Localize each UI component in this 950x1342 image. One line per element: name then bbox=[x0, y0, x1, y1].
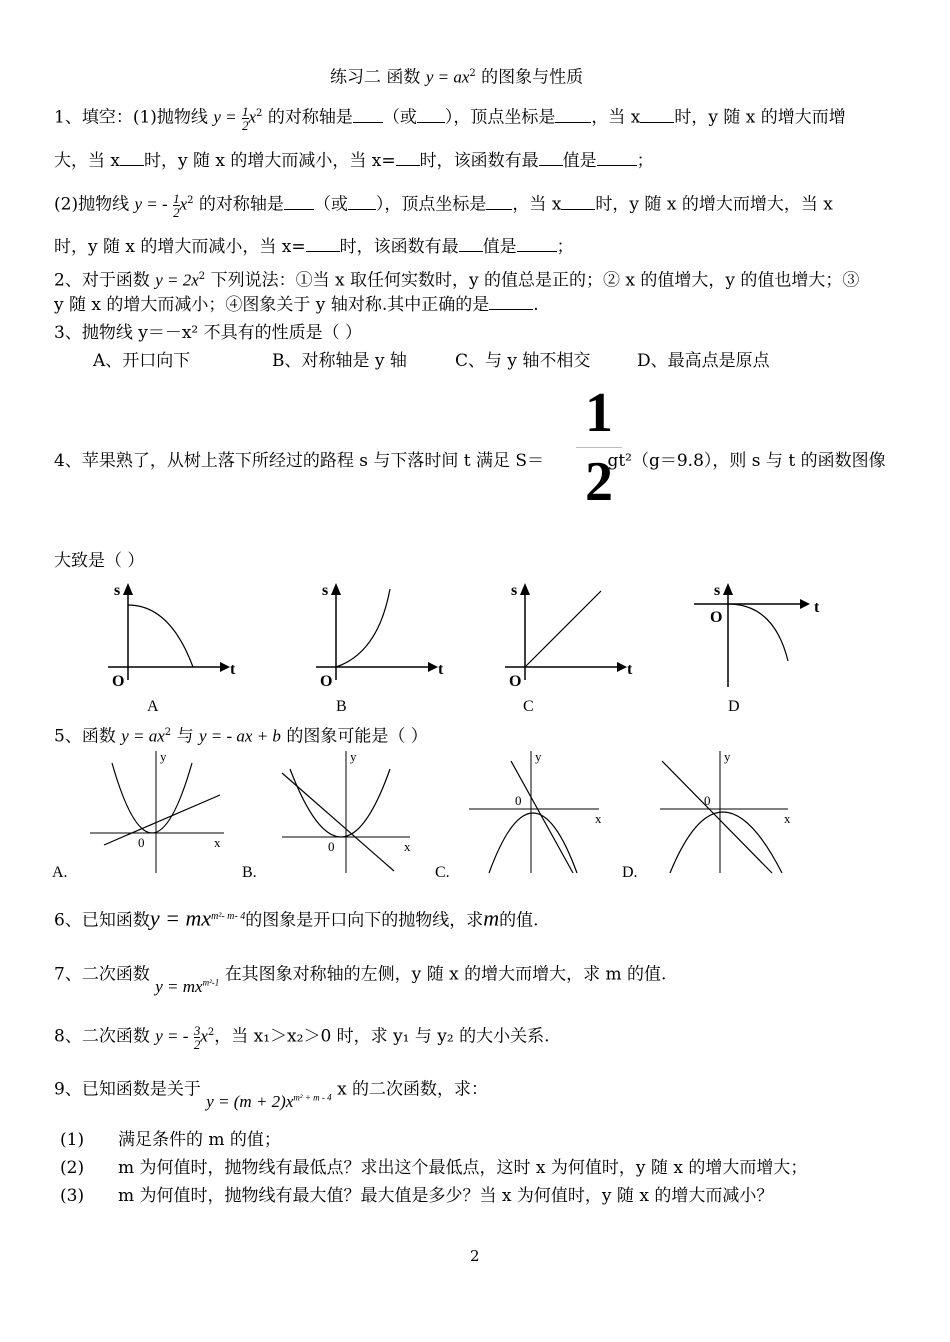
x-label: x bbox=[595, 811, 602, 826]
blank[interactable] bbox=[284, 195, 314, 210]
blank[interactable] bbox=[539, 151, 563, 166]
q5-eq1-exp: 2 bbox=[164, 727, 172, 738]
q3-option-d: D、最高点是原点 bbox=[637, 351, 770, 371]
option-label: C. bbox=[435, 864, 450, 881]
line bbox=[511, 761, 573, 873]
q4-graph-d bbox=[690, 575, 850, 720]
q9-item-num: (1) bbox=[60, 1130, 85, 1150]
parabola bbox=[112, 763, 192, 833]
blank[interactable] bbox=[486, 195, 512, 210]
q3-question: 3、抛物线 y＝－x² 不具有的性质是（ ） bbox=[54, 323, 363, 343]
q1-line2-e: ； bbox=[636, 151, 654, 171]
curve bbox=[128, 605, 193, 667]
q7-equation: y = mx bbox=[155, 976, 203, 996]
x-arrow bbox=[220, 662, 230, 672]
q1-text-a: 的对称轴是 bbox=[267, 107, 353, 128]
q1-line1 bbox=[54, 103, 846, 132]
q9-item-text: 满足条件的 m 的值； bbox=[118, 1130, 281, 1150]
parabola bbox=[489, 813, 577, 873]
q5-graph-b bbox=[242, 745, 427, 885]
option-label: D. bbox=[622, 864, 638, 881]
q7-question bbox=[54, 955, 667, 996]
blank[interactable] bbox=[348, 195, 376, 210]
q1-line4-a: 时，y 随 x 的增大而减小，当 x= bbox=[54, 237, 306, 257]
q1-line4-c: 值是 bbox=[482, 237, 517, 257]
q1-eq2-var: x bbox=[179, 194, 188, 214]
blank[interactable] bbox=[306, 237, 340, 252]
blank[interactable] bbox=[417, 108, 445, 123]
blank[interactable] bbox=[640, 108, 674, 123]
q1-eq1-exp: 2 bbox=[256, 108, 263, 119]
q4-big-fraction bbox=[576, 382, 622, 513]
q9-text: x 的二次函数，求： bbox=[337, 1079, 489, 1100]
line bbox=[104, 795, 220, 845]
q8-num: 3 bbox=[193, 1022, 201, 1038]
q1-p2-c: ），顶点坐标是 bbox=[375, 194, 487, 215]
option-label: A. bbox=[52, 864, 68, 881]
q5-end: 的图象可能是（ ） bbox=[286, 726, 428, 747]
y-label: y bbox=[724, 749, 731, 764]
q4-line2: 大致是（ ） bbox=[54, 551, 145, 571]
x-label: t bbox=[230, 661, 236, 678]
q9-item-3 bbox=[60, 1185, 773, 1207]
y-arrow bbox=[331, 583, 341, 595]
origin-label: 0 bbox=[328, 839, 335, 854]
q4-text-b: gt²（g＝9.8），则 s 与 t 的函数图像 bbox=[607, 451, 886, 471]
q1-line4-d: ； bbox=[556, 237, 574, 257]
y-arrow bbox=[520, 583, 530, 595]
q2-label: 2、对于函数 bbox=[54, 270, 150, 291]
q8-den: 2 bbox=[193, 1036, 201, 1052]
q1-p2-d: ，当 x bbox=[512, 194, 562, 215]
q4-frac-num: 1 bbox=[585, 382, 613, 444]
parabola bbox=[670, 812, 782, 873]
q8-eq-lhs: y = - bbox=[155, 1026, 189, 1046]
parabola bbox=[290, 769, 390, 837]
x-label: x bbox=[404, 839, 411, 854]
origin-label: 0 bbox=[138, 835, 145, 850]
blank[interactable] bbox=[459, 237, 483, 252]
q9-equation: y = (m + 2)x bbox=[206, 1091, 294, 1111]
y-label: y bbox=[160, 749, 167, 764]
q9-item-2 bbox=[60, 1157, 807, 1179]
q8-label: 8、二次函数 bbox=[54, 1026, 150, 1047]
origin-label: 0 bbox=[515, 793, 522, 808]
q2-line2 bbox=[54, 294, 539, 316]
y-label: s bbox=[322, 582, 329, 599]
blank[interactable] bbox=[555, 108, 591, 123]
q1-text-c: ），顶点坐标是 bbox=[444, 107, 556, 128]
curve bbox=[728, 604, 788, 661]
q1-eq2-den: 2 bbox=[173, 204, 180, 220]
q1-eq2-exp: 2 bbox=[187, 195, 194, 206]
q4-text-a: 4、苹果熟了，从树上落下所经过的路程 s 与下落时间 t 满足 S＝ bbox=[54, 451, 545, 471]
q1-line2-a: 大，当 x bbox=[54, 151, 120, 171]
q4-frac-den: 2 bbox=[585, 451, 613, 513]
blank[interactable] bbox=[489, 295, 533, 310]
q5-graph-d bbox=[622, 745, 807, 885]
q7-label: 7、二次函数 bbox=[54, 964, 150, 985]
origin-label: O bbox=[710, 609, 723, 626]
blank[interactable] bbox=[561, 195, 595, 210]
q1-eq1-var: x bbox=[248, 107, 257, 127]
q1-p2-label: (2)抛物线 bbox=[54, 194, 130, 215]
q3-option-c: C、与 y 轴不相交 bbox=[455, 351, 591, 371]
y-label: s bbox=[511, 582, 518, 599]
q2-line1 bbox=[54, 266, 859, 292]
q7-text: 在其图象对称轴的左侧，y 随 x 的增大而增大，求 m 的值. bbox=[224, 964, 667, 985]
q5-label: 5、函数 bbox=[54, 726, 116, 747]
q9-item-text: m 为何值时，抛物线有最大值？最大值是多少？当 x 为何值时，y 随 x 的增大而减小？ bbox=[118, 1186, 774, 1206]
q2-text2-end: . bbox=[533, 295, 539, 315]
q1-line4 bbox=[54, 236, 574, 258]
q1-p2-b: （或 bbox=[313, 194, 348, 215]
y-arrow bbox=[123, 583, 133, 595]
q1-eq1-num: 1 bbox=[242, 103, 249, 119]
q5-graph-a bbox=[52, 745, 237, 885]
x-label: t bbox=[627, 661, 633, 678]
q9-exponent: m² + m - 4 bbox=[293, 1092, 332, 1102]
q3-option-b: B、对称轴是 y 轴 bbox=[272, 351, 407, 371]
q6-text: 的图象是开口向下的抛物线，求 bbox=[245, 910, 484, 931]
option-label: C bbox=[523, 698, 534, 715]
q1-label: 1、填空：(1)抛物线 bbox=[54, 107, 208, 128]
y-label: s bbox=[114, 582, 121, 599]
q6-question bbox=[54, 902, 539, 936]
y-label: s bbox=[714, 582, 721, 599]
origin-label: O bbox=[112, 673, 125, 690]
q5-graph-c bbox=[435, 745, 620, 885]
origin-label: O bbox=[320, 673, 333, 690]
x-arrow bbox=[428, 662, 438, 672]
curve bbox=[336, 589, 390, 667]
x-label: x bbox=[784, 811, 791, 826]
q8-text: ，当 x₁＞x₂＞0 时，求 y₁ 与 y₂ 的大小关系. bbox=[214, 1026, 550, 1047]
q9-question bbox=[54, 1070, 489, 1111]
q9-item-num: (2) bbox=[60, 1158, 85, 1178]
q8-question bbox=[54, 1022, 550, 1051]
page-number: 2 bbox=[470, 1247, 480, 1265]
y-arrow bbox=[723, 583, 733, 595]
q6-var: m bbox=[483, 905, 500, 931]
q1-eq2-lhs: y = - bbox=[134, 194, 168, 214]
blank[interactable] bbox=[597, 151, 637, 166]
q2-text1: 下列说法：①当 x 取任何实数时，y 的值总是正的；② x 的值增大，y 的值也增大；③ bbox=[210, 270, 860, 291]
title-prefix: 练习二 函数 bbox=[330, 67, 421, 88]
x-label: t bbox=[438, 661, 444, 678]
y-label: y bbox=[535, 749, 542, 764]
x-label: t bbox=[814, 599, 820, 616]
page-title bbox=[330, 63, 583, 89]
q3-option-a: A、开口向下 bbox=[93, 351, 191, 371]
q9-item-text: m 为何值时，抛物线有最低点？求出这个最低点，这时 x 为何值时，y 随 x 的增大而增大； bbox=[118, 1158, 808, 1178]
q1-line2 bbox=[54, 150, 654, 172]
q1-p2-e: 时，y 随 x 的增大而增大，当 x bbox=[595, 194, 833, 215]
origin-label: O bbox=[509, 673, 522, 690]
q1-text-b: （或 bbox=[382, 107, 417, 128]
q4-graph-a bbox=[100, 575, 260, 720]
option-label: B bbox=[336, 698, 347, 715]
q2-equation: y = 2x bbox=[155, 270, 199, 290]
q6-end: 的值. bbox=[499, 910, 539, 931]
y-label: y bbox=[350, 749, 357, 764]
option-label: A bbox=[147, 698, 159, 715]
q1-text-d: ，当 x bbox=[591, 107, 641, 128]
q1-line2-d: 值是 bbox=[562, 151, 597, 171]
q1-p2-a: 的对称轴是 bbox=[198, 194, 284, 215]
line bbox=[525, 591, 601, 667]
q7-exponent: m²-1 bbox=[202, 977, 220, 987]
q5-question bbox=[54, 722, 428, 748]
q6-equation: y = mx bbox=[149, 905, 212, 931]
q5-eq1: y = ax bbox=[121, 726, 165, 746]
q1-eq1-den: 2 bbox=[242, 117, 249, 133]
line bbox=[282, 773, 394, 871]
q6-exponent: m²- m- 4 bbox=[211, 911, 246, 922]
origin-label: 0 bbox=[704, 793, 711, 808]
q4-graph-b bbox=[308, 575, 468, 720]
q1-text-e: 时，y 随 x 的增大而增 bbox=[674, 107, 846, 128]
blank[interactable] bbox=[353, 108, 383, 123]
x-arrow bbox=[617, 662, 627, 672]
q2-exp: 2 bbox=[198, 271, 206, 282]
q4-line1 bbox=[54, 450, 886, 472]
x-arrow bbox=[800, 599, 810, 609]
title-suffix: 的图象与性质 bbox=[481, 67, 584, 88]
q1-line2-b: 时，y 随 x 的增大而减小，当 x= bbox=[144, 151, 396, 171]
q5-eq2: y = - ax + b bbox=[198, 726, 281, 746]
q5-mid: 与 bbox=[176, 726, 194, 747]
q1-line2-c: 时，该函数有最 bbox=[419, 151, 539, 171]
q1-eq2-num: 1 bbox=[173, 190, 180, 206]
blank[interactable] bbox=[517, 237, 557, 252]
q1-eq1-lhs: y = bbox=[213, 107, 237, 127]
option-label: B. bbox=[242, 864, 257, 881]
title-equation: y = ax bbox=[425, 67, 470, 87]
q9-item-1 bbox=[60, 1129, 281, 1151]
blank[interactable] bbox=[120, 151, 144, 166]
x-label: x bbox=[214, 835, 221, 850]
blank[interactable] bbox=[396, 151, 420, 166]
q9-label: 9、已知函数是关于 bbox=[54, 1079, 201, 1100]
title-exponent: 2 bbox=[469, 68, 476, 79]
q8-var: x bbox=[200, 1026, 208, 1046]
q4-graph-c bbox=[497, 575, 657, 720]
q2-text2: y 随 x 的增大而减小；④图象关于 y 轴对称.其中正确的是 bbox=[54, 295, 490, 315]
q4-frac-bar bbox=[576, 447, 622, 448]
line bbox=[662, 761, 772, 873]
option-label: D bbox=[728, 698, 740, 715]
q6-label: 6、已知函数 bbox=[54, 910, 150, 931]
q9-item-num: (3) bbox=[60, 1186, 85, 1206]
q1-line3 bbox=[54, 190, 833, 219]
q8-exp: 2 bbox=[207, 1027, 215, 1038]
q1-line4-b: 时，该函数有最 bbox=[339, 237, 459, 257]
